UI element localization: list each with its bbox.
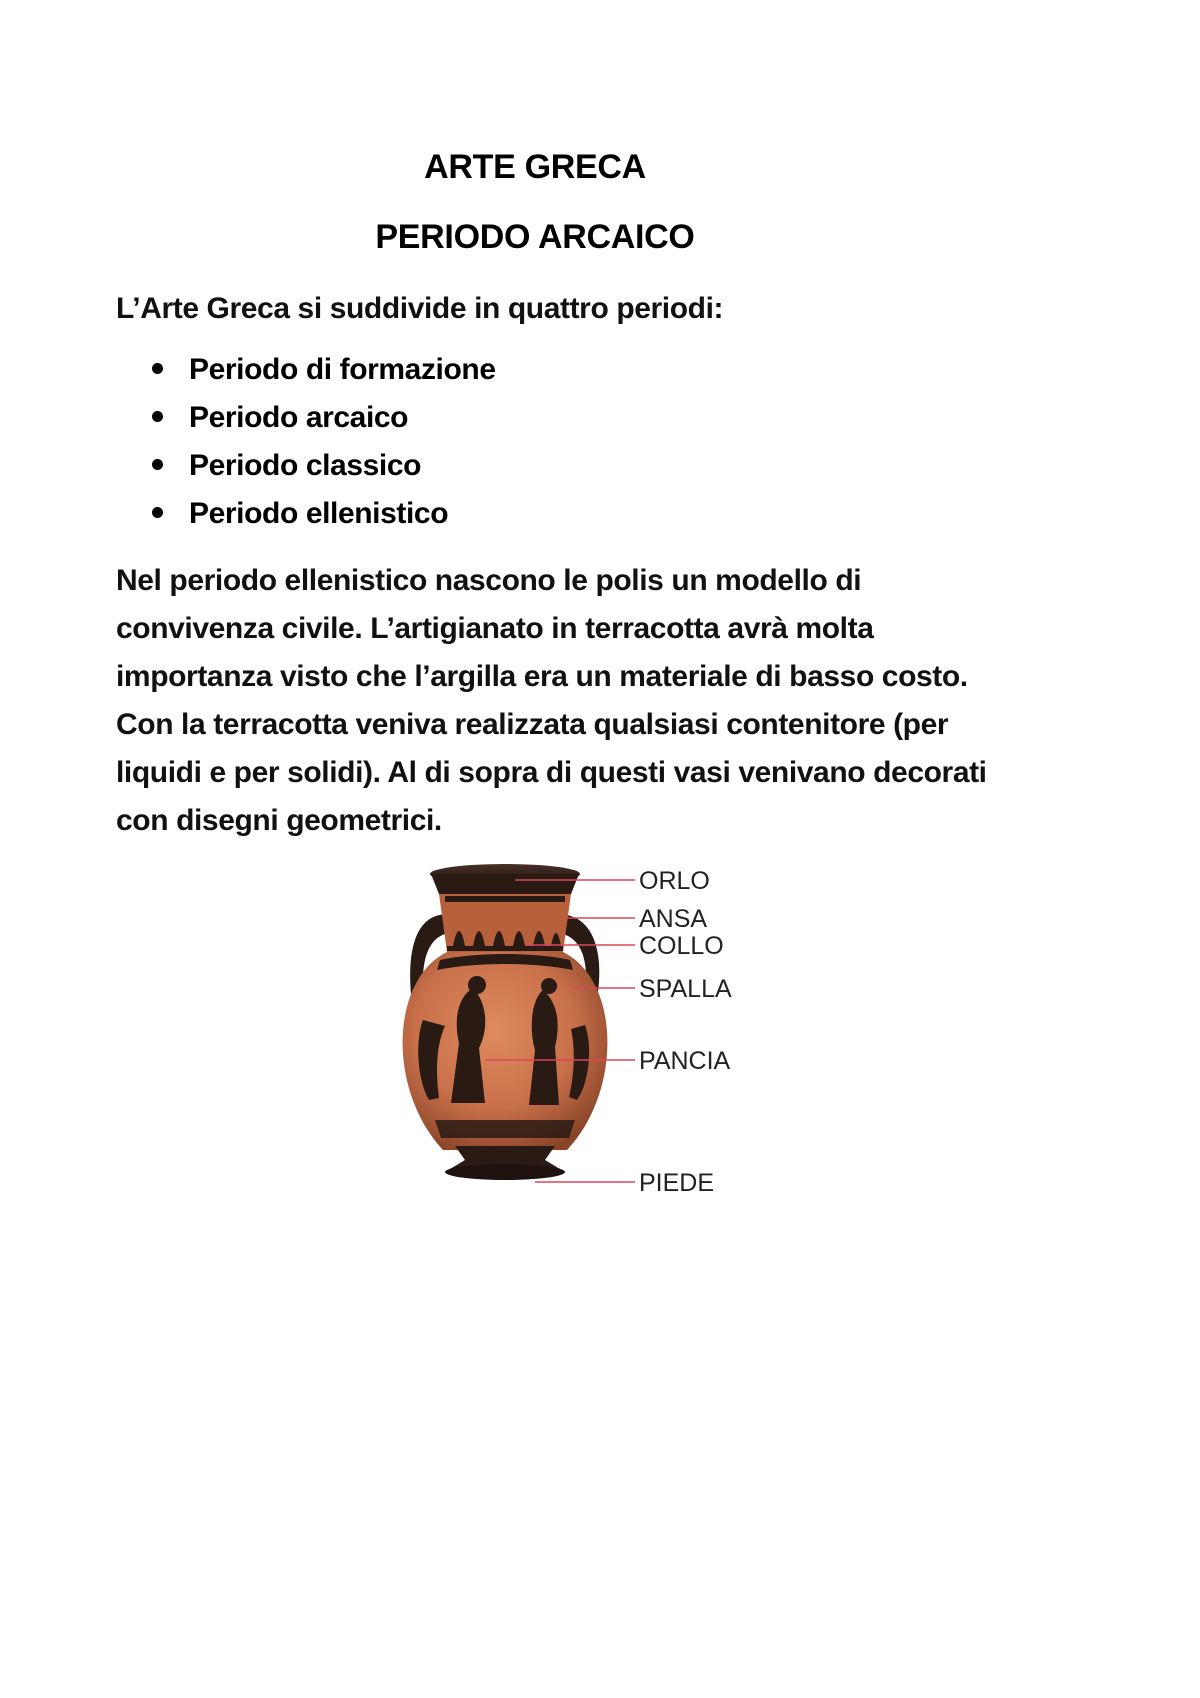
paragraph-line: Nel periodo ellenistico nascono le polis un modello di (116, 564, 862, 597)
document-subtitle: PERIODO ARCAICO (375, 218, 695, 256)
list-item (150, 352, 496, 400)
list-item (150, 400, 496, 448)
list-item-label: Periodo classico (189, 449, 422, 482)
amphora-diagram (395, 860, 815, 1240)
label-pancia: PANCIA (639, 1047, 731, 1075)
paragraph-line: con disegni geometrici. (116, 804, 442, 837)
bullet-icon (152, 459, 163, 470)
paragraph-line: importanza visto che l’argilla era un materiale di basso costo. (116, 660, 968, 693)
label-collo: COLLO (639, 932, 724, 960)
label-spalla: SPALLA (639, 975, 732, 1003)
bullet-icon (152, 411, 163, 422)
intro-text: L’Arte Greca si suddivide in quattro periodi: (116, 292, 724, 325)
document-title: ARTE GRECA (424, 148, 646, 186)
paragraph-line: liquidi e per solidi). Al di sopra di questi vasi venivano decorati (116, 756, 987, 789)
label-ansa: ANSA (639, 905, 708, 933)
bullet-icon (152, 507, 163, 518)
list-item-label: Periodo ellenistico (189, 497, 449, 530)
label-piede: PIEDE (639, 1169, 715, 1197)
list-item-label: Periodo di formazione (189, 353, 496, 386)
periods-list (150, 352, 496, 544)
paragraph-line: Con la terracotta veniva realizzata qualsiasi contenitore (per (116, 708, 949, 741)
list-item (150, 448, 496, 496)
list-item-label: Periodo arcaico (189, 401, 409, 434)
body-paragraph (116, 561, 1116, 849)
label-orlo: ORLO (639, 867, 710, 895)
paragraph-line: convivenza civile. L’artigianato in terracotta avrà molta (116, 612, 874, 645)
list-item (150, 496, 496, 544)
bullet-icon (152, 363, 163, 374)
